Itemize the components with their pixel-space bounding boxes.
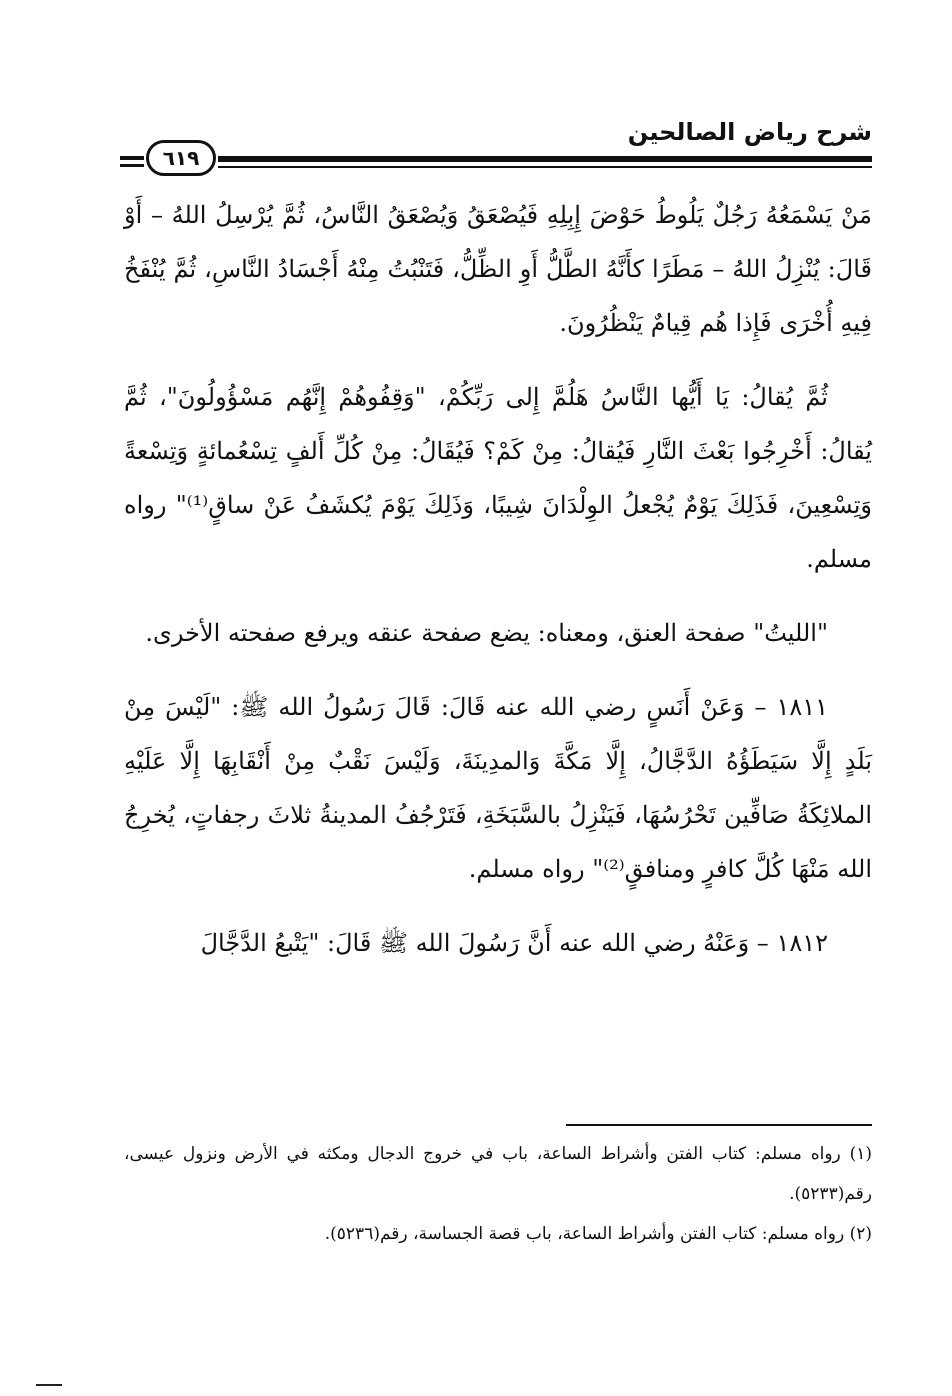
footnote-divider <box>566 1124 872 1126</box>
paragraph-hadith-continuation: مَنْ يَسْمَعُهُ رَجُلٌ يَلُوطُ حَوْضَ إِبِلِهِ فَيُصْعَقُ وَيُصْعَقُ النَّاسُ، ثُمَّ يُرْسِلُ اللهُ – أَوْ قَالَ: يُنْزِلُ اللهُ – مَطَرًا كأَنَّهُ الطَّلُّ أَوِ الظِّلُّ، فَتَنْبُتُ مِنْهُ أَجْسَادُ النَّاسِ، ثُمَّ يُنْفَخُ فِيهِ أُخْرَى فَإِذا هُم قِيامٌ يَنْظُرُونَ. <box>124 201 872 337</box>
paragraph-hadith-end: ثُمَّ يُقالُ: يَا أَيُّها النَّاسُ هَلُمَّ إِلى رَبِّكُمْ، "وَقِفُوهُمْ إِنَّهُم مَسْؤُولُونَ"، ثُمَّ يُقالُ: أَخْرِجُوا بَعْثَ النَّارِ فَيُقالُ: مِنْ كَمْ؟ فَيُقَالُ: مِنْ كُلِّ أَلفٍ تِسْعُمائةٍ وَتِسْعةً وَتِسْعِينَ، فَذَلِكَ يَوْمٌ يُجْعلُ الوِلْدَانَ شِيبًا، وَذَلِكَ يَوْمَ يُكشَفُ عَنْ ساقٍ⁽¹⁾" رواه مسلم. <box>124 383 873 573</box>
paragraph-hadith-1811: ١٨١١ – وَعَنْ أَنَسٍ رضي الله عنه قَالَ: قَالَ رَسُولُ الله ﷺ: "لَيْسَ مِنْ بَلَدٍ إِلَّا سَيَطَؤُهُ الدَّجَّالُ، إِلَّا مَكَّةَ وَالمدِينَةَ، وَلَيْسَ نَقْبٌ مِنْ أَنْقَابِهَا إِلَّا عَلَيْهِ الملائِكَةُ صَافِّين تَحْرُسُهَا، فَيَنْزِلُ بالسَّبَخَةِ، فَتَرْجُفُ المدينةُ ثلاثَ رجفاتٍ، يُخرِجُ الله مَنْهَا كُلَّ كافرٍ ومنافقٍ⁽²⁾" رواه مسلم. <box>124 693 872 883</box>
footnotes <box>124 1134 872 1254</box>
scan-corner-mark <box>36 1384 62 1386</box>
footnote-1: (١) رواه مسلم: كتاب الفتن وأشراط الساعة، باب في خروج الدجال ومكثه في الأرض ونزول عيسى، رقم(٥٢٣٣). <box>124 1144 872 1204</box>
book-title: شرح رياض الصالحين <box>627 118 872 146</box>
main-text <box>124 188 872 990</box>
paragraph-hadith-1812: ١٨١٢ – وَعَنْهُ رضي الله عنه أَنَّ رَسُولَ الله ﷺ قَالَ: "يَتْبعُ الدَّجَّالَ <box>200 929 828 957</box>
header-rule-left-bottom <box>120 164 144 167</box>
header-rule-thick <box>218 156 872 162</box>
header-rule-left-top <box>120 156 144 160</box>
page-header <box>120 118 872 188</box>
footnote-2: (٢) رواه مسلم: كتاب الفتن وأشراط الساعة، باب قصة الجساسة، رقم(٥٢٣٦). <box>324 1224 872 1244</box>
page-number: ٦١٩ <box>146 140 216 176</box>
header-rule-thin <box>218 166 872 168</box>
paragraph-explanation: "الليتُ" صفحة العنق، ومعناه: يضع صفحة عنقه ويرفع صفحته الأخرى. <box>145 619 828 647</box>
